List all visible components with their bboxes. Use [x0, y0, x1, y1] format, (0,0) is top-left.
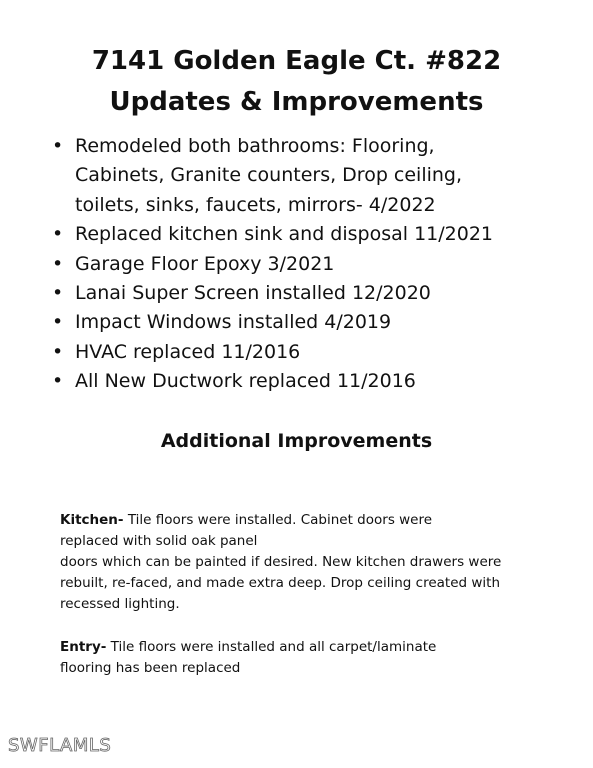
entry-first-line	[60, 637, 580, 658]
list-item: • Lanai Super Screen installed 12/2020	[48, 279, 588, 308]
list-item: • Garage Floor Epoxy 3/2021	[48, 250, 588, 279]
list-item: • HVAC replaced 11/2016	[48, 338, 588, 367]
kitchen-first-line	[60, 510, 580, 531]
kitchen-label: Kitchen-	[60, 512, 124, 528]
paragraph-line: flooring has been replaced	[60, 660, 241, 676]
paragraph-line: Tile floors were installed. Cabinet doors were	[123, 512, 433, 528]
list-item-line: Remodeled both bathrooms: Flooring,	[75, 135, 435, 157]
entry-label: Entry-	[60, 639, 107, 655]
paragraph-line: replaced with solid oak panel	[60, 533, 258, 549]
updates-list	[48, 132, 588, 397]
additional-improvements-heading: Additional Improvements	[160, 430, 433, 452]
page-title: 7141 Golden Eagle Ct. #822	[91, 46, 502, 76]
kitchen-paragraph	[60, 510, 580, 615]
list-item: • Replaced kitchen sink and disposal 11/2021	[48, 220, 588, 249]
page-subtitle: Updates & Improvements	[109, 87, 484, 117]
entry-paragraph	[60, 637, 580, 679]
list-item-line: toilets, sinks, faucets, mirrors- 4/2022	[75, 193, 436, 216]
list-item-line: Cabinets, Granite counters, Drop ceiling,	[75, 164, 463, 187]
paragraph-line: rebuilt, re-faced, and made extra deep. Drop ceiling created with	[60, 575, 500, 591]
paragraph-line: Tile floors were installed and all carpet/laminate	[106, 639, 437, 655]
list-item	[48, 132, 588, 220]
list-item: • Impact Windows installed 4/2019	[48, 308, 588, 337]
paragraph-line: recessed lighting.	[60, 596, 180, 612]
paragraph-line: doors which can be painted if desired. New kitchen drawers were	[60, 554, 502, 570]
watermark: SWFLAMLS	[8, 735, 112, 756]
list-item: • All New Ductwork replaced 11/2016	[48, 367, 588, 396]
